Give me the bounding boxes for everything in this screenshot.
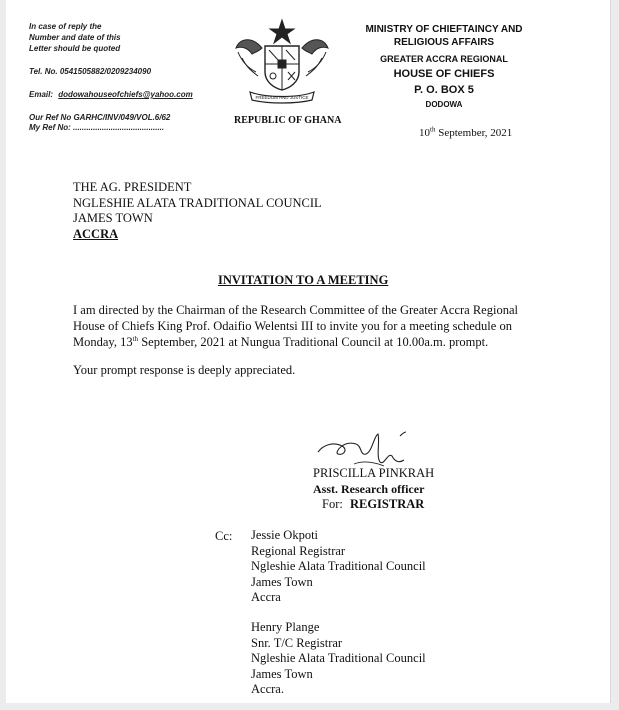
signatory-name: PRISCILLA PINKRAH xyxy=(313,466,435,480)
cc-recipient xyxy=(251,620,426,698)
reply-note-line: Letter should be quoted xyxy=(29,44,121,53)
email-line xyxy=(29,89,193,100)
subject-heading: INVITATION TO A MEETING xyxy=(218,273,389,287)
date-day: 10 xyxy=(419,127,430,139)
meeting-day-suffix: th xyxy=(132,334,139,343)
email-label: Email: xyxy=(29,90,54,99)
ministry-name xyxy=(354,23,534,49)
reply-note-line: In case of reply the xyxy=(29,22,102,31)
cc-line: James Town xyxy=(251,574,313,589)
cc-line: Accra xyxy=(251,590,281,605)
for-label: For: xyxy=(322,497,343,511)
meeting-details: September, 2021 at Nungua Traditional Council at 10.00a.m. prompt. xyxy=(138,335,489,349)
po-box: P. O. BOX 5 xyxy=(414,84,474,96)
body-line: I am directed by the Chairman of the Research Committee of the Greater Accra Regional xyxy=(73,303,518,317)
ministry-line: RELIGIOUS AFFAIRS xyxy=(393,37,495,48)
cc-line: Regional Registrar xyxy=(251,543,346,558)
email-address[interactable]: dodowahouseofchiefs@yahoo.com xyxy=(58,90,193,99)
republic-label: REPUBLIC OF GHANA xyxy=(234,115,342,126)
cc-label: Cc: xyxy=(215,529,233,543)
cc-line: Jessie Okpoti xyxy=(251,528,319,542)
date-rest: September, 2021 xyxy=(435,127,513,139)
cc-line: Snr. T/C Registrar xyxy=(251,635,343,650)
cc-line: James Town xyxy=(251,666,313,681)
body-line xyxy=(73,334,518,350)
cc-line: Ngleshie Alata Traditional Council xyxy=(251,651,426,666)
reply-note xyxy=(29,21,121,54)
addressee xyxy=(73,180,322,242)
cc-line: Henry Plange xyxy=(251,620,320,634)
cc-line: Ngleshie Alata Traditional Council xyxy=(251,559,426,574)
addressee-city: ACCRA xyxy=(73,226,119,241)
my-ref: My Ref No: ......................................... xyxy=(29,123,165,132)
meeting-day: Monday, 13 xyxy=(73,335,133,349)
house-label: HOUSE OF CHIEFS xyxy=(393,68,495,80)
reply-note-line: Number and date of this xyxy=(29,33,121,42)
letter-date xyxy=(419,127,512,139)
addressee-line: JAMES TOWN xyxy=(73,211,153,225)
addressee-line: NGLESHIE ALATA TRADITIONAL COUNCIL xyxy=(73,195,322,210)
signatory-for xyxy=(322,497,424,512)
town-label: DODOWA xyxy=(425,100,463,109)
our-ref: Our Ref No GARHC/INV/049/VOL.6/62 xyxy=(29,113,171,122)
signatory-title: Asst. Research officer xyxy=(313,482,425,496)
cc-line: Accra. xyxy=(251,682,284,697)
letter-page xyxy=(6,0,611,703)
addressee-line: THE AG. PRESIDENT xyxy=(73,180,192,194)
for-value: REGISTRAR xyxy=(349,497,425,511)
motto-text: FREEDOM AND JUSTICE xyxy=(255,95,309,100)
closing-sentence: Your prompt response is deeply appreciated. xyxy=(73,363,296,377)
telephone: Tel. No. 0541505882/0209234090 xyxy=(29,67,152,76)
coat-of-arms-icon xyxy=(232,18,332,104)
body-paragraph xyxy=(73,302,518,350)
ministry-line: MINISTRY OF CHIEFTAINCY AND xyxy=(365,24,523,35)
cc-recipient xyxy=(251,528,426,606)
regional-label: GREATER ACCRA REGIONAL xyxy=(380,54,508,64)
body-line: House of Chiefs King Prof. Odaifio Welentsi III to invite you for a meeting schedule on xyxy=(73,319,512,333)
date-suffix: th xyxy=(430,125,436,134)
